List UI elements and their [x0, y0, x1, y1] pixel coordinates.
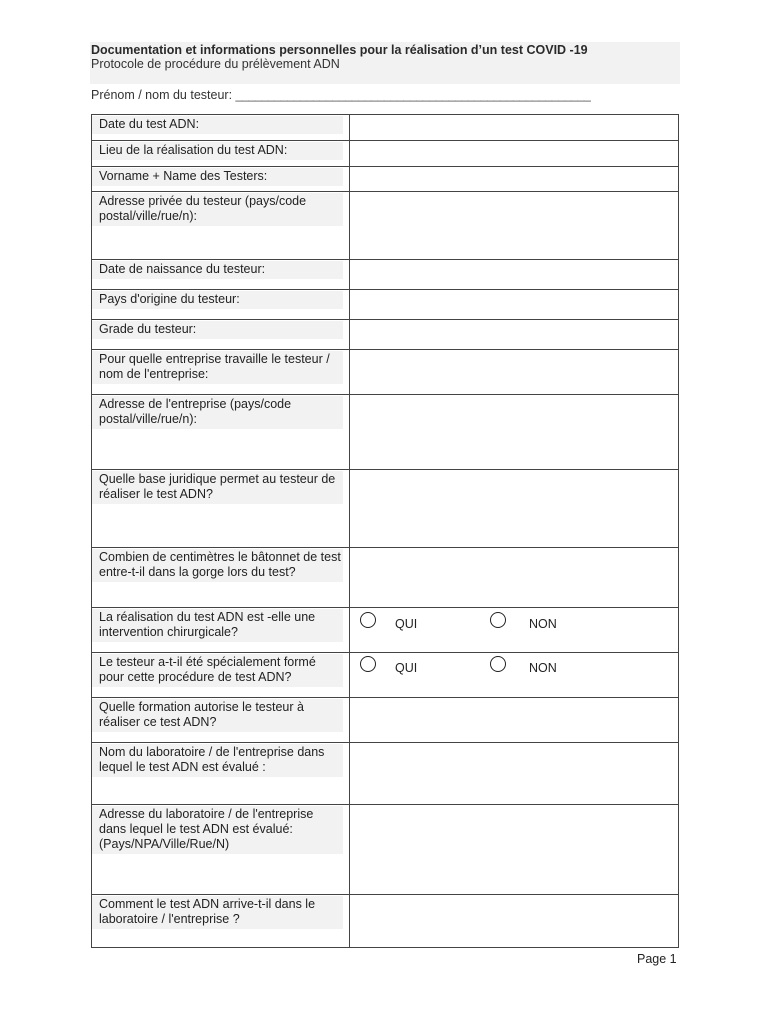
row-label: Quelle formation autorise le testeur à réaliser ce test ADN?: [92, 699, 343, 732]
row-label: Le testeur a-t-il été spécialement formé pour cette procédure de test ADN?: [92, 654, 343, 687]
tester-company-field[interactable]: [350, 350, 679, 395]
row-label-cell: [92, 895, 350, 948]
table-row: [92, 167, 679, 192]
training-no-radio[interactable]: [490, 656, 506, 672]
row-label-cell: [92, 260, 350, 290]
tester-birthdate-field[interactable]: [350, 260, 679, 290]
laboratory-name-field[interactable]: [350, 743, 679, 805]
legal-basis-field[interactable]: [350, 470, 679, 548]
row-label: Lieu de la réalisation du test ADN:: [92, 142, 343, 160]
row-label-cell: [92, 192, 350, 260]
swab-depth-field[interactable]: [350, 548, 679, 608]
table-row: [92, 290, 679, 320]
row-label-cell: [92, 320, 350, 350]
row-label: Comment le test ADN arrive-t-il dans le laboratoire / l'entreprise ?: [92, 896, 343, 929]
tester-grade-field[interactable]: [350, 320, 679, 350]
row-label: Nom du laboratoire / de l'entreprise dans lequel le test ADN est évalué :: [92, 744, 343, 777]
row-label-cell: [92, 548, 350, 608]
document-title: Documentation et informations personnelles pour la réalisation d’un test COVID -19: [91, 43, 588, 57]
row-label-cell: [92, 350, 350, 395]
table-row: [92, 743, 679, 805]
row-label-cell: [92, 743, 350, 805]
table-row: [92, 395, 679, 470]
table-row: [92, 470, 679, 548]
tester-name-line: [91, 88, 590, 102]
surgical-yes-label: QUI: [395, 617, 418, 631]
surgical-no-radio[interactable]: [490, 612, 506, 628]
table-row: [92, 608, 679, 653]
training-yes-label: QUI: [395, 661, 418, 675]
surgical-yes-radio[interactable]: [360, 612, 376, 628]
form-table: [91, 114, 679, 948]
laboratory-address-field[interactable]: [350, 805, 679, 895]
row-label: Combien de centimètres le bâtonnet de test entre-t-il dans la gorge lors du test?: [92, 549, 343, 582]
row-label: Quelle base juridique permet au testeur de réaliser le test ADN?: [92, 471, 343, 504]
page-number: Page 1: [637, 952, 677, 966]
table-row: [92, 698, 679, 743]
table-row: [92, 141, 679, 167]
row-label: Pays d'origine du testeur:: [92, 291, 343, 309]
surgical-intervention-options: [350, 608, 679, 653]
company-address-field[interactable]: [350, 395, 679, 470]
row-label-cell: [92, 608, 350, 653]
tester-name-blank[interactable]: _______________________________________________________: [235, 88, 591, 102]
row-label-cell: [92, 698, 350, 743]
row-label: Pour quelle entreprise travaille le testeur / nom de l'entreprise:: [92, 351, 343, 384]
date-of-test-field[interactable]: [350, 115, 679, 141]
row-label-cell: [92, 653, 350, 698]
tester-name-field[interactable]: [350, 167, 679, 192]
tester-private-address-field[interactable]: [350, 192, 679, 260]
row-label-cell: [92, 290, 350, 320]
document-subtitle: Protocole de procédure du prélèvement ADN: [91, 57, 340, 71]
surgical-no-label: NON: [529, 617, 557, 631]
row-label-cell: [92, 470, 350, 548]
row-label: Date du test ADN:: [92, 116, 343, 134]
table-row: [92, 548, 679, 608]
table-row: [92, 895, 679, 948]
row-label: Adresse de l'entreprise (pays/code postal/ville/rue/n):: [92, 396, 343, 429]
row-label-cell: [92, 395, 350, 470]
row-label: Vorname + Name des Testers:: [92, 168, 343, 186]
table-row: [92, 350, 679, 395]
training-no-label: NON: [529, 661, 557, 675]
tester-origin-country-field[interactable]: [350, 290, 679, 320]
table-row: [92, 115, 679, 141]
row-label: Adresse privée du testeur (pays/code postal/ville/rue/n):: [92, 193, 343, 226]
table-row: [92, 805, 679, 895]
row-label-cell: [92, 805, 350, 895]
special-training-options: [350, 653, 679, 698]
test-location-field[interactable]: [350, 141, 679, 167]
row-label-cell: [92, 141, 350, 167]
row-label: Date de naissance du testeur:: [92, 261, 343, 279]
table-row: [92, 653, 679, 698]
row-label: Adresse du laboratoire / de l'entreprise dans lequel le test ADN est évalué: (Pays/NPA/Ville/Rue/N): [92, 806, 343, 854]
tester-name-label: Prénom / nom du testeur:: [91, 88, 233, 102]
row-label: Grade du testeur:: [92, 321, 343, 339]
training-yes-radio[interactable]: [360, 656, 376, 672]
row-label: La réalisation du test ADN est -elle une intervention chirurgicale?: [92, 609, 343, 642]
table-row: [92, 260, 679, 290]
sample-transport-field[interactable]: [350, 895, 679, 948]
row-label-cell: [92, 167, 350, 192]
table-row: [92, 320, 679, 350]
table-row: [92, 192, 679, 260]
training-authorization-field[interactable]: [350, 698, 679, 743]
row-label-cell: [92, 115, 350, 141]
